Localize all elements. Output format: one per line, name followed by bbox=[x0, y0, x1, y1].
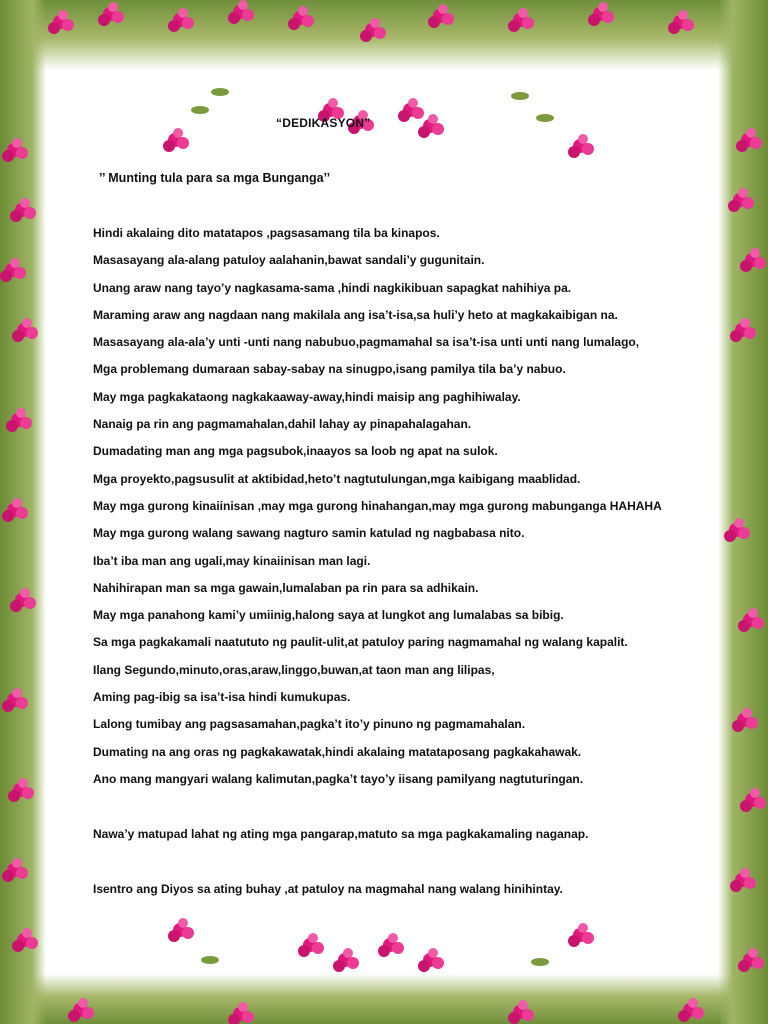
poem-line: Nahihirapan man sa mga gawain,lumalaban pa rin para sa adhikain. bbox=[93, 580, 479, 595]
poem-line: May mga panahong kami’y umiinig,halong saya at lungkot ang lumalabas sa bibig. bbox=[93, 608, 564, 623]
poem-line: Dumating na ang oras ng pagkakawatak,hindi akalaing matataposang pagkakahawak. bbox=[93, 744, 582, 759]
poem-line: Maraming araw ang nagdaan nang makilala ang isa’t-isa,sa huli’y heto at magkakaibigan na. bbox=[93, 307, 618, 322]
poem-line: Mga proyekto,pagsusulit at aktibidad,heto’t nagtutulungan,mga kaibigang maablidad. bbox=[93, 471, 581, 486]
poem-closing-line-2: Isentro ang Diyos sa ating buhay ,at patuloy na magmahal nang walang hinihintay. bbox=[93, 882, 563, 896]
poem-line: Iba’t iba man ang ugali,may kinaiinisan man lagi. bbox=[93, 553, 371, 568]
poem-line: Ilang Segundo,minuto,oras,araw,linggo,buwan,at taon man ang lilipas, bbox=[93, 662, 495, 677]
poem-stanza-main bbox=[93, 220, 713, 793]
poem-line: Lalong tumibay ang pagsasamahan,pagka’t ito’y pinuno ng pagmamahalan. bbox=[93, 717, 526, 732]
poem-line: May mga pagkakataong nagkakaaway-away,hindi maisip ang paghihiwalay. bbox=[93, 389, 521, 404]
poem-line: Sa mga pagkakamali naatututo ng paulit-ulit,at patuloy paring nagmamahal ng walang kapalit. bbox=[93, 635, 628, 650]
poem-line: May mga gurong kinaiinisan ,may mga gurong hinahangan,may mga gurong mabunganga HAHAHA bbox=[93, 498, 662, 513]
poem-line: Aming pag-ibig sa isa’t-isa hindi kumukupas. bbox=[93, 690, 351, 705]
document-subtitle: ’’ Munting tula para sa mga Bunganga’’ bbox=[99, 171, 331, 185]
poem-line: Hindi akalaing dito matatapos ,pagsasamang tila ba kinapos. bbox=[93, 226, 440, 240]
poem-line: Unang araw nang tayo’y nagkasama-sama ,hindi nagkikibuan sapagkat nahihiya pa. bbox=[93, 280, 572, 295]
document-title: “DEDIKASYON” bbox=[276, 116, 371, 130]
poem-line: Nanaig pa rin ang pagmamahalan,dahil lahay ay pinapahalagahan. bbox=[93, 417, 472, 432]
poem-line: Masasayang ala-alang patuloy aalahanin,bawat sandali’y gugunitain. bbox=[93, 253, 485, 268]
document-page bbox=[44, 60, 716, 990]
poem-line: May mga gurong walang sawang nagturo samin katulad ng nagbabasa nito. bbox=[93, 526, 525, 541]
poem-line: Ano mang mangyari walang kalimutan,pagka’t tayo’y iisang pamilyang nagtuturingan. bbox=[93, 771, 584, 786]
poem-line: Masasayang ala-ala’y unti -unti nang nabubuo,pagmamahal sa isa’t-isa unti unti nang lumalago, bbox=[93, 335, 640, 350]
poem-line: Mga problemang dumaraan sabay-sabay na sinugpo,isang pamilya tila ba’y nabuo. bbox=[93, 362, 566, 377]
poem-line: Dumadating man ang mga pagsubok,inaayos sa loob ng apat na sulok. bbox=[93, 444, 498, 459]
poem-closing-line-1: Nawa’y matupad lahat ng ating mga pangarap,matuto sa mga pagkakamaling naganap. bbox=[93, 827, 589, 841]
